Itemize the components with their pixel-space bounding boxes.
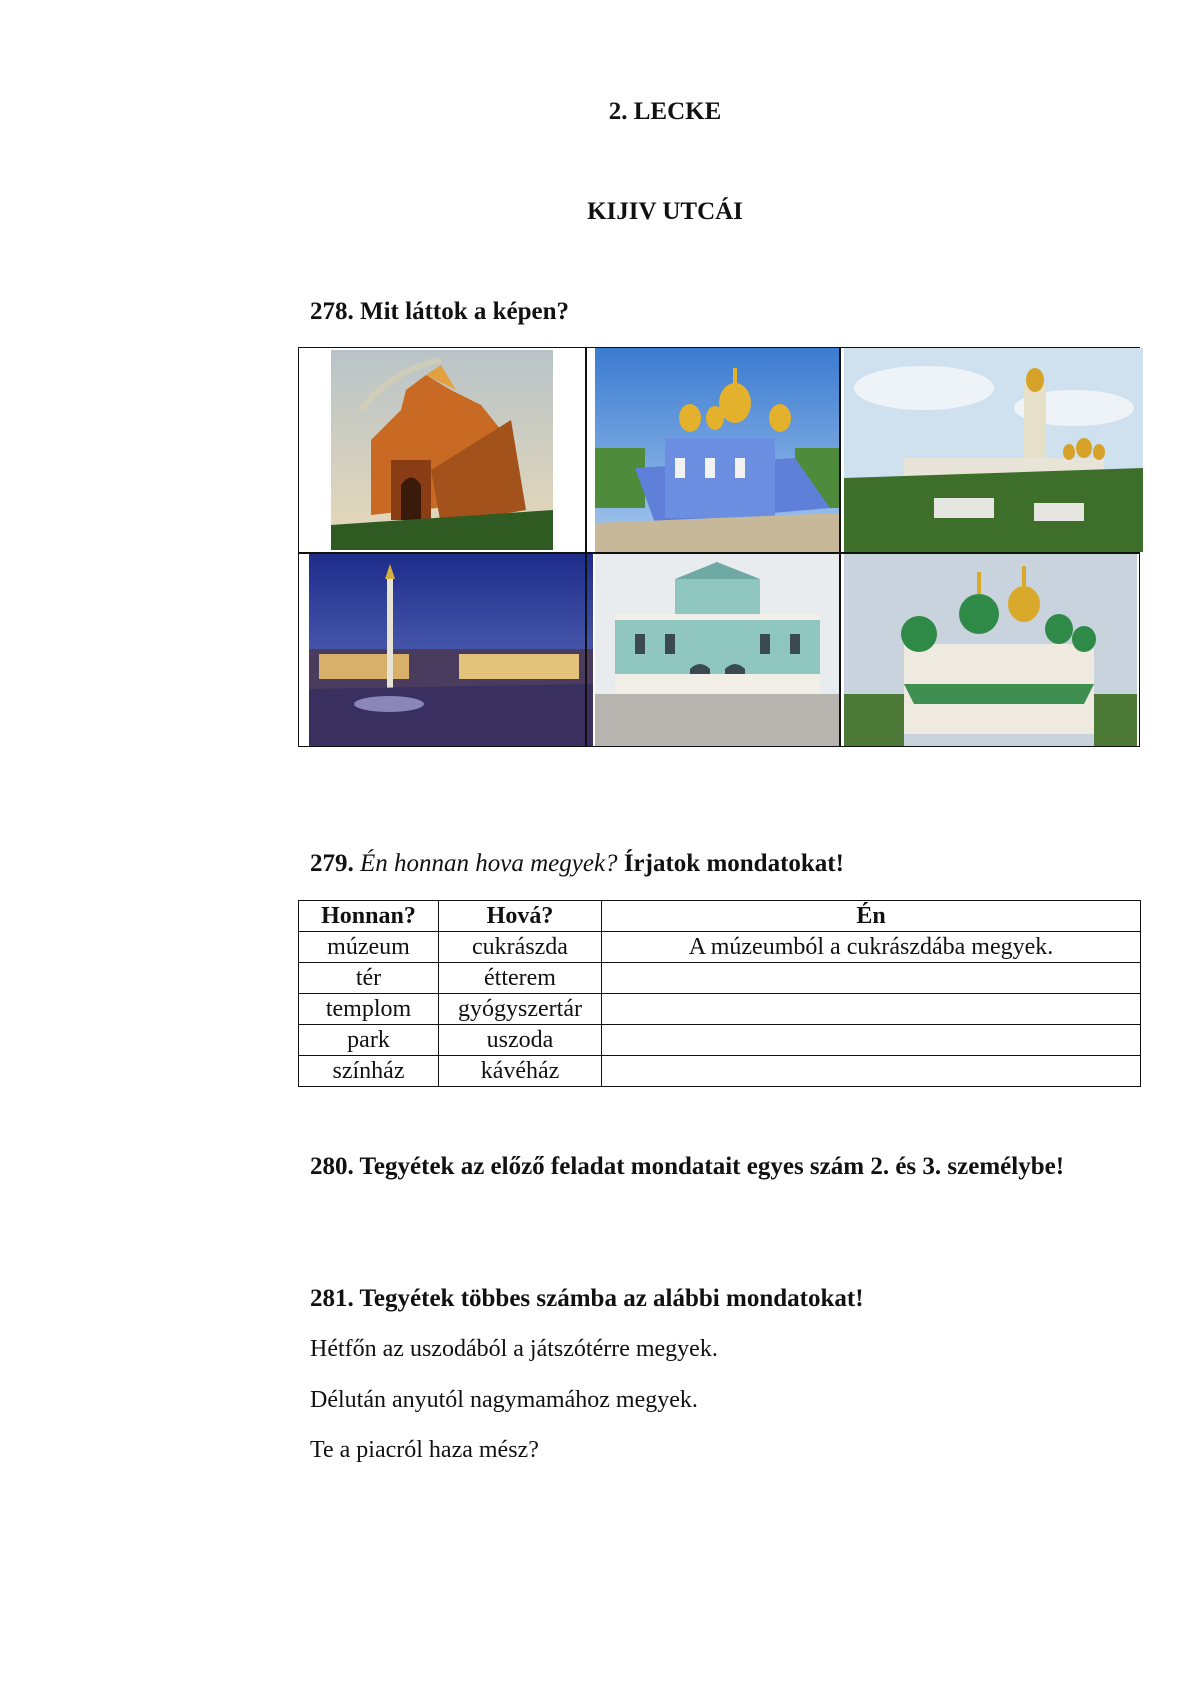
header-en: Én [602,901,1141,932]
photo-st-sophia-cathedral [844,554,1137,746]
cell-from: park [299,1025,439,1056]
photo-independence-square [309,554,593,746]
cell-to: gyógyszertár [439,994,602,1025]
photo-grid [298,347,1140,747]
cell-sentence [602,1025,1141,1056]
cell-to: kávéház [439,1056,602,1087]
exercise-281-sentence: Délután anyutól nagymamához megyek. [310,1387,698,1413]
exercise-281-sentence: Hétfőn az uszodából a játszótérre megyek. [310,1336,718,1362]
table-row [299,932,1141,963]
exercise-279-question: Én honnan hova megyek? [360,850,618,877]
exercise-278-title: 278. Mit láttok a képen? [310,298,570,325]
table-row [299,1056,1141,1087]
cell-sentence [602,994,1141,1025]
table-row [299,994,1141,1025]
cell-sentence [602,963,1141,994]
exercise-279-table [298,900,1141,1087]
exercise-281-sentence: Te a piacról haza mész? [310,1437,539,1463]
table-row [299,963,1141,994]
header-hova: Hová? [439,901,602,932]
photo-pechersk-lavra [844,348,1143,552]
cell-from: színház [299,1056,439,1087]
exercise-279-title [310,850,844,878]
lesson-number: 2. LECKE [608,98,722,125]
photo-st-michael-monastery [595,348,840,552]
grid-divider [585,348,587,746]
exercise-280-text: 280. Tegyétek az előző feladat mondatait egyes szám 2. és 3. személybe! [310,1153,1065,1180]
grid-divider [299,552,1139,554]
grid-divider [839,348,841,746]
photo-golden-gate [331,350,553,550]
exercise-279-number: 279. [310,850,354,877]
cell-to: étterem [439,963,602,994]
cell-from: templom [299,994,439,1025]
lesson-title: KIJIV UTCÁI [587,198,743,225]
cell-from: múzeum [299,932,439,963]
exercise-281-title: 281. Tegyétek többes számba az alábbi mondatokat! [310,1285,864,1312]
exercise-279-instruction: Írjatok mondatokat! [623,850,844,877]
cell-sentence: A múzeumból a cukrászdába megyek. [602,932,1141,963]
cell-to: cukrászda [439,932,602,963]
table-row [299,1025,1141,1056]
cell-to: uszoda [439,1025,602,1056]
photo-mariinsky-palace [595,554,840,746]
cell-sentence [602,1056,1141,1087]
cell-from: tér [299,963,439,994]
table-header-row [299,901,1141,932]
header-honnan: Honnan? [299,901,439,932]
